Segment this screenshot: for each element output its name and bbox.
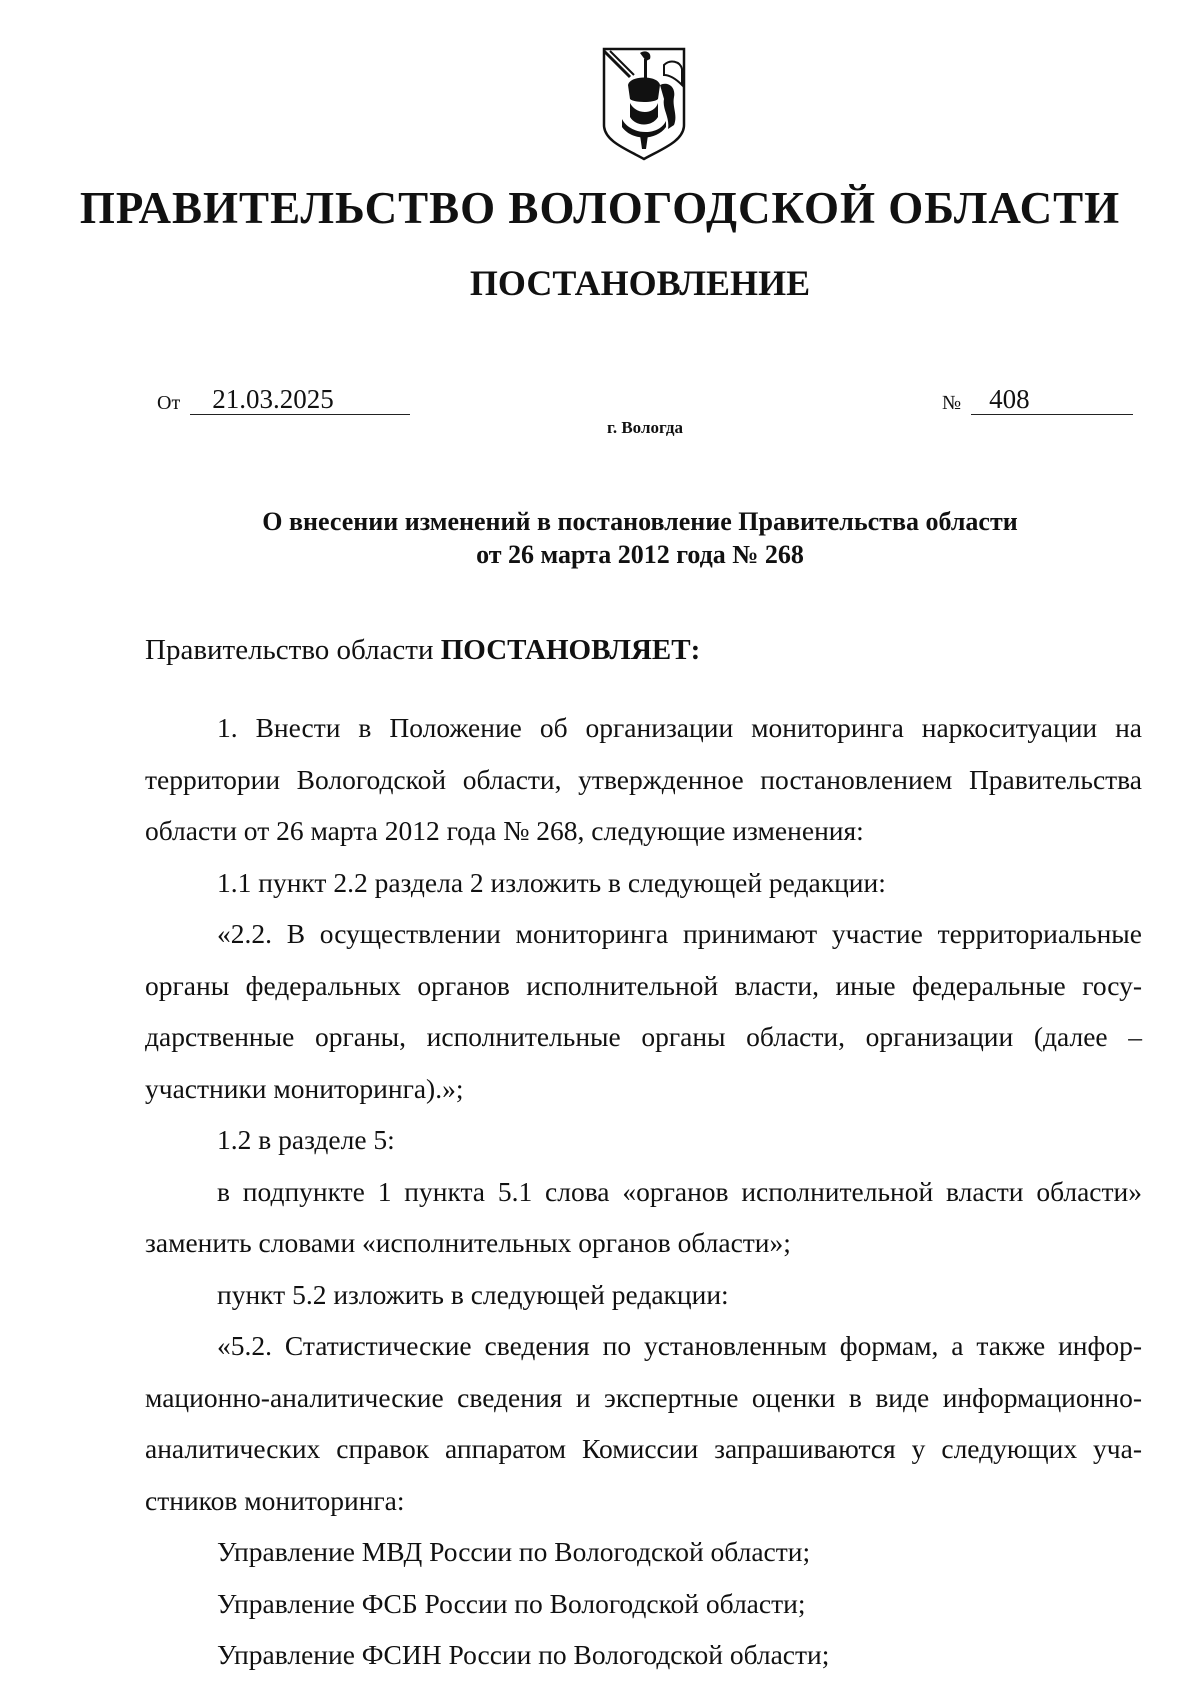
decree-statement [145,634,700,667]
number-field [942,385,1133,415]
number-value: 408 [971,385,1133,415]
paragraph [145,857,1142,909]
city-label: г. Вологда [607,418,683,437]
document-body [145,702,1142,1681]
subject-line: О внесении изменений в постановление Правительства области [262,507,1018,536]
paragraph [145,1526,1142,1578]
text-line: 1. Внести в Положение об организации мониторинга наркоситуации на [217,712,1142,743]
text-line: области от 26 марта 2012 года № 268, следующие изменения: [145,815,864,846]
number-prefix: № [942,392,962,415]
document-subject [0,505,1200,571]
text-line: дарственные органы, исполнительные органы области, организации (далее – [145,1021,1142,1052]
decree-lead: Правительство области [145,634,434,666]
date-value: 21.03.2025 [190,385,410,415]
text-line: участники мониторинга).»; [145,1072,464,1104]
subject-line: от 26 марта 2012 года № 268 [476,540,804,569]
paragraph [145,908,1142,1114]
date-field [157,385,410,415]
text-line: заменить словами «исполнительных органов области»; [145,1227,791,1258]
text-line: Управление ФСИН России по Вологодской области; [217,1639,830,1670]
paragraph [145,1629,1142,1681]
paragraph [145,1269,1142,1321]
paragraph [145,702,1142,857]
text-line: стников мониторинга: [145,1484,405,1516]
date-prefix: От [157,392,181,415]
text-line: территории Вологодской области, утвержденное постановлением Правительства [145,763,1142,795]
paragraph [145,1166,1142,1269]
text-line: мационно-аналитические сведения и экспертные оценки в виде информационно- [145,1381,1142,1413]
text-line: Управление МВД России по Вологодской области; [217,1536,811,1567]
text-line: «5.2. Статистические сведения по установленным формам, а также инфор- [217,1330,1142,1361]
text-line: пункт 5.2 изложить в следующей редакции: [217,1278,729,1310]
coat-of-arms-emblem [600,45,688,163]
paragraph [145,1578,1142,1630]
document-type: ПОСТАНОВЛЕНИЕ [469,263,811,303]
paragraph [145,1114,1142,1166]
text-line: Управление ФСБ России по Вологодской области; [217,1587,806,1619]
government-title: ПРАВИТЕЛЬСТВО ВОЛОГОДСКОЙ ОБЛАСТИ [79,183,1121,233]
text-line: органы федеральных органов исполнительной власти, иные федеральные госу- [145,969,1142,1001]
text-line: аналитических справок аппаратом Комиссии запрашиваются у следующих уча- [145,1433,1142,1464]
decree-verb: ПОСТАНОВЛЯЕТ: [440,634,701,666]
coat-of-arms-icon [600,45,688,163]
text-line: 1.2 в разделе 5: [217,1124,395,1155]
text-line: 1.1 пункт 2.2 раздела 2 изложить в следующей редакции: [217,866,886,898]
text-line: «2.2. В осуществлении мониторинга принимают участие территориальные [217,918,1142,949]
text-line: в подпункте 1 пункта 5.1 слова «органов исполнительной власти области» [217,1175,1142,1207]
paragraph [145,1320,1142,1526]
